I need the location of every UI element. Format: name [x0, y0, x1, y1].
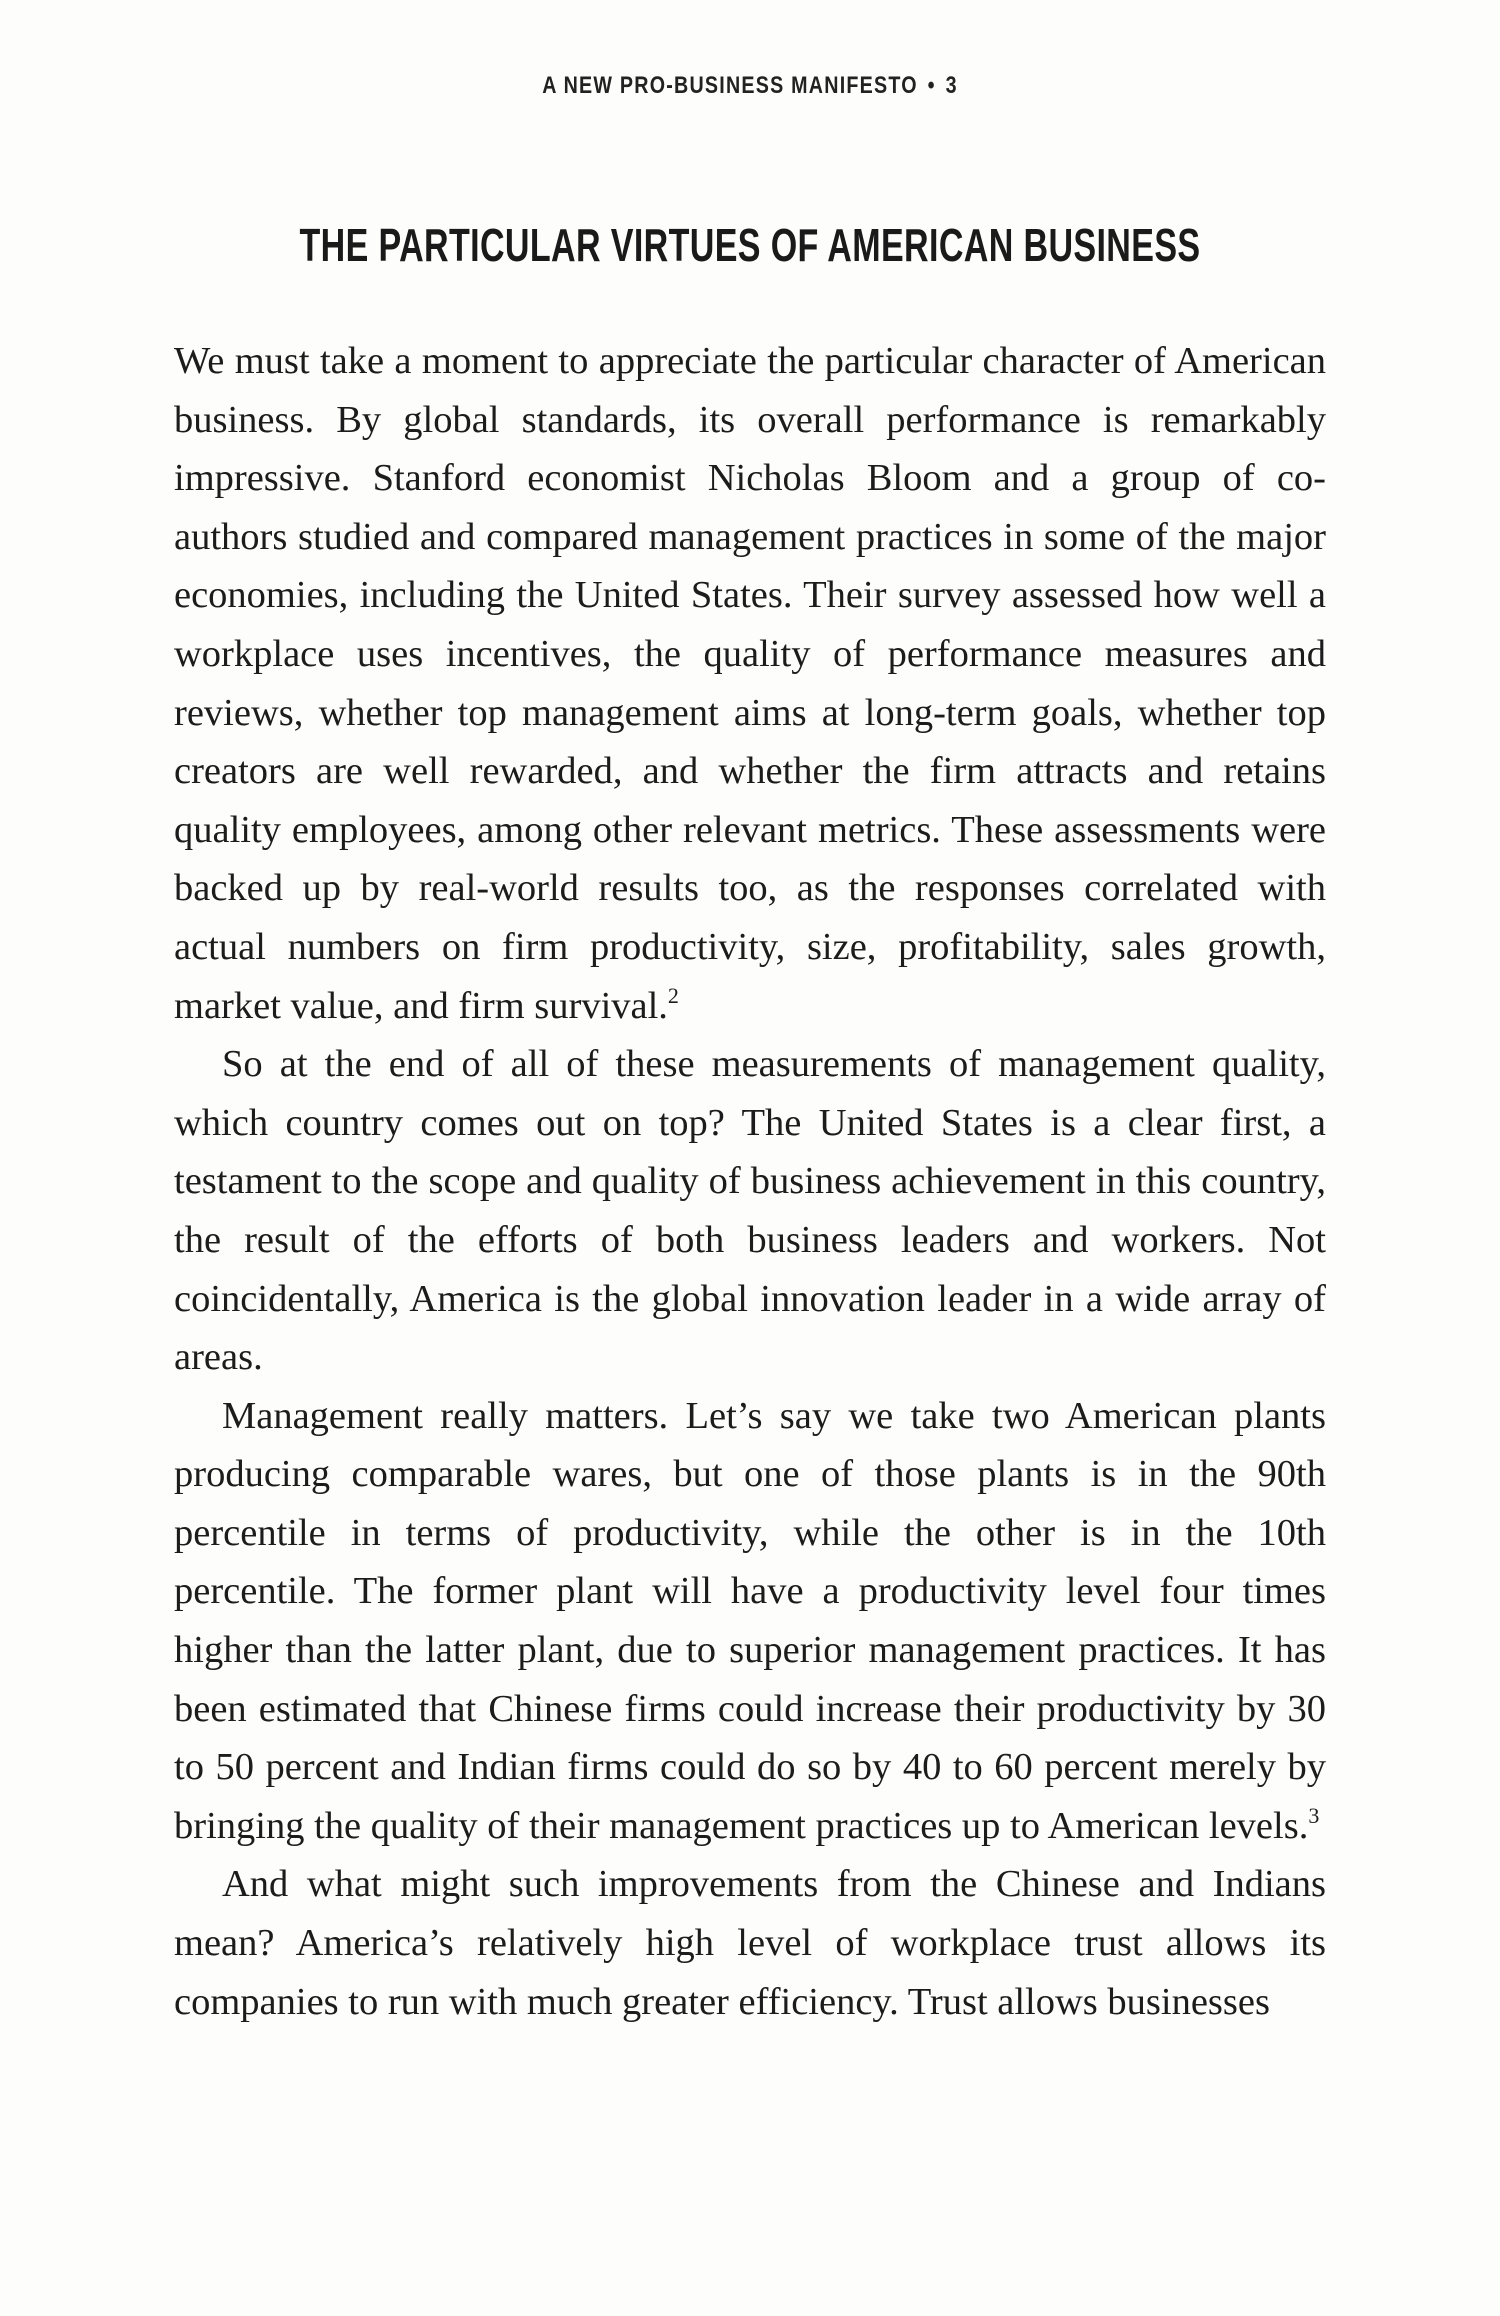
paragraph	[174, 1387, 1326, 1856]
body-text	[174, 332, 1326, 2031]
section-title: THE PARTICULAR VIRTUES OF AMERICAN BUSINESS	[299, 219, 1201, 271]
footnote-marker[interactable]: 2	[667, 982, 679, 1008]
footnote-marker[interactable]: 3	[1308, 1802, 1320, 1828]
paragraph-text: We must take a moment to appreciate the particular character of American business. By global standards, its overall performance is remarkably impressive. Stanford economist Nicholas Bloom and a group of co-authors studied and compared management practices in some of the major economies, including the United States. Their survey assessed how well a workplace uses incentives, the quality of performance measures and reviews, whether top management aims at long-term goals, whether top creators are well rewarded, and whether the firm attracts and retains quality employees, among other relevant metrics. These assessments were backed up by real-world results too, as the responses correlated with actual numbers on firm productivity, size, profitability, sales growth, market value, and firm survival.	[174, 340, 1326, 1027]
page-number: 3	[945, 72, 958, 99]
paragraph	[174, 1035, 1326, 1387]
paragraph-text: So at the end of all of these measurements of management quality, which country comes out on top? The United States is a clear first, a testament to the scope and quality of business achievement in this country, the result of the efforts of both business leaders and workers. Not coincidentally, America is the global innovation leader in a wide array of areas.	[174, 1043, 1326, 1379]
header-separator: •	[927, 72, 936, 99]
running-title: A NEW PRO-BUSINESS MANIFESTO	[542, 72, 918, 99]
running-header	[135, 72, 1365, 100]
paragraph	[174, 1855, 1326, 2031]
paragraph-text: And what might such improvements from the Chinese and Indians mean? America’s relatively high level of workplace trust allows its companies to run with much greater efficiency. Trust allows businesses	[174, 1863, 1326, 2023]
paragraph-text: Management really matters. Let’s say we take two American plants producing comparable wares, but one of those plants is in the 90th percentile in terms of productivity, while the other is in the 10th percentile. The former plant will have a productivity level four times higher than the latter plant, due to superior management practices. It has been estimated that Chinese firms could increase their productivity by 30 to 50 percent and Indian firms could do so by 40 to 60 percent merely by bringing the quality of their management practices up to American levels.	[174, 1394, 1326, 1847]
paragraph	[174, 332, 1326, 1035]
